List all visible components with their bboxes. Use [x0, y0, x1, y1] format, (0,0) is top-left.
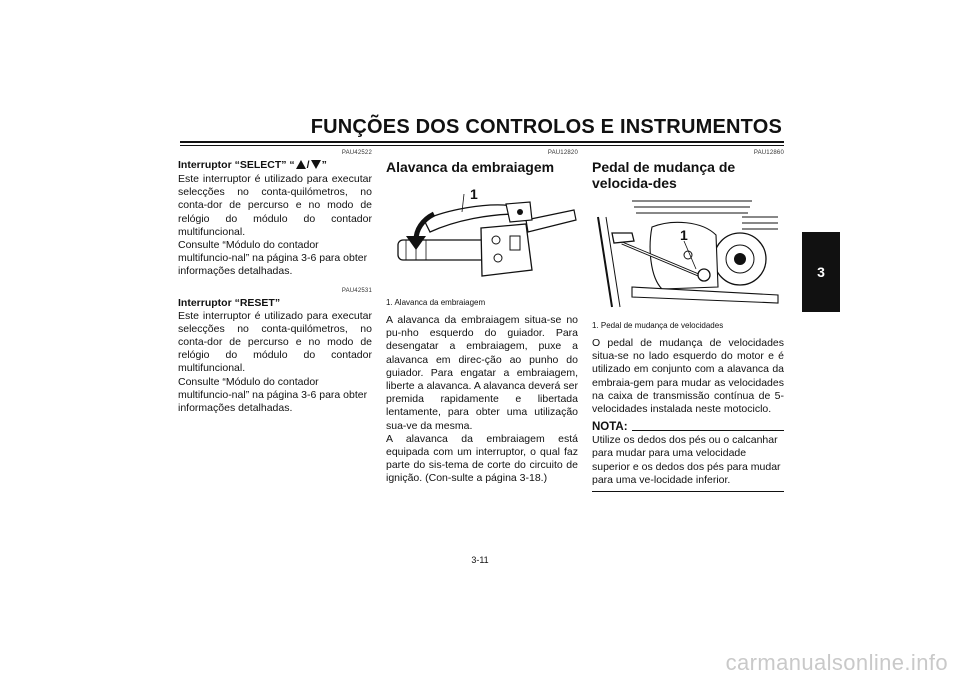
page-title: FUNÇÕES DOS CONTROLOS E INSTRUMENTOS [310, 116, 782, 138]
shift-pedal-heading: Pedal de mudança de velocida-des [592, 159, 736, 191]
figure-callout-number: 1 [470, 186, 478, 202]
shift-pedal-illustration [592, 197, 784, 315]
reset-paragraph-1: Este interruptor é utilizado para executar selecções no conta-quilómetros, no conta-dor de percurso e no modo de relógio do módulo do contador multifuncional. [178, 309, 372, 375]
watermark: carmanualsonline.info [725, 650, 948, 675]
reset-switch-heading: Interruptor “RESET” [178, 296, 281, 309]
section-code: PAU12820 [547, 150, 578, 156]
chapter-tab[interactable]: 3 [802, 232, 840, 312]
clutch-paragraph-1: A alavanca da embraiagem situa-se no pu-nho esquerdo do guiador. Para desengatar a embraiagem, puxe a alavanca em direc-ção ao punho do guiador. Para engatar a embraiagem, liberte a alavanca. A alavanca deverá ser premida rapidamente e libertada lentamente, para obter uma utilização sua-ve da mesma. [386, 314, 578, 432]
clutch-lever-illustration [386, 180, 578, 292]
title-rule [180, 141, 784, 143]
select-heading-close: ” [321, 159, 327, 171]
section-code: PAU42522 [341, 150, 372, 156]
shift-pedal-paragraph: O pedal de mudança de velocidades situa-se no lado esquerdo do motor e é utilizado em conjunto com a alavanca da embraia-gem para mudar as velocidades na caixa de transmissão contínua de 5-velocidades instalada neste motociclo. [592, 337, 784, 416]
note-label: NOTA: [592, 421, 628, 434]
select-heading-text: Interruptor “SELECT” “ [178, 159, 295, 171]
clutch-lever-heading: Alavanca da embraiagem [386, 159, 555, 175]
column-middle [386, 150, 578, 486]
select-paragraph-1: Este interruptor é utilizado para executar selecções no conta-quilómetros, no conta-dor de percurso e no modo de relógio do módulo do contador multifuncional. [178, 173, 372, 238]
title-rule-thin [180, 145, 784, 146]
figure-callout-number: 1 [680, 227, 688, 243]
section-code: PAU12860 [753, 150, 784, 156]
figure-caption: 1. Pedal de mudança de velocidades [592, 321, 724, 330]
column-right [592, 150, 784, 492]
note-rule [632, 430, 784, 431]
page-number: 3-11 [471, 555, 489, 565]
column-left [178, 150, 372, 415]
note-text: Utilize os dedos dos pés ou o calcanhar para mudar para uma velocidade superior e os dedos dos pés para mudar para uma ve-locidade inferior. [592, 434, 781, 486]
reset-paragraph-2: Consulte “Módulo do contador multifuncio-nal” na página 3-6 para obter informações detalhadas. [178, 375, 368, 415]
up-triangle-icon [296, 160, 306, 173]
note-box [592, 421, 784, 492]
clutch-paragraph-2: A alavanca da embraiagem está equipada com um interruptor, o qual faz parte do sis-tema de corte do circuito de ignição. (Con-sulte a página 3-18.) [386, 432, 578, 485]
figure-caption: 1. Alavanca da embraiagem [386, 298, 486, 307]
section-code: PAU42531 [341, 287, 372, 294]
note-bottom-rule [592, 491, 784, 492]
select-paragraph-2: Consulte “Módulo do contador multifuncio-nal” na página 3-6 para obter informações detalhadas. [178, 239, 368, 278]
down-triangle-icon [311, 160, 321, 173]
select-switch-heading: Interruptor “SELECT” “ / ” [178, 159, 327, 171]
